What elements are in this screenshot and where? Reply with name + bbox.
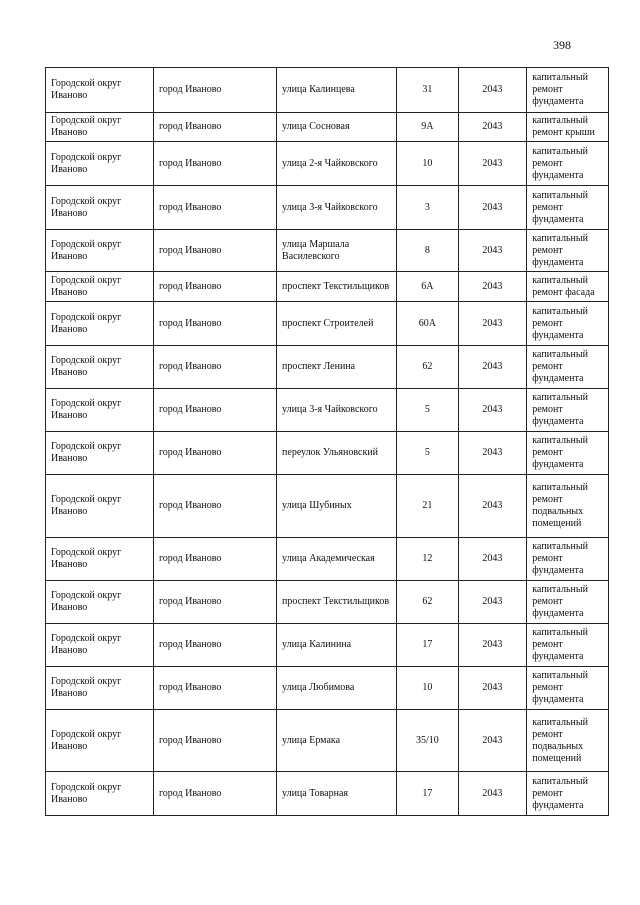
year-cell — [458, 475, 527, 538]
street-cell — [277, 230, 397, 272]
year-cell-text: 2043 — [482, 682, 503, 693]
city-cell — [153, 772, 276, 816]
municipality-cell-text: Городской округ Иваново — [51, 590, 122, 613]
work-type-cell-text: капитальный ремонт фундамента — [532, 584, 588, 619]
year-cell — [458, 581, 527, 624]
house-number-cell — [397, 581, 459, 624]
table-row — [46, 581, 609, 624]
table-row — [46, 389, 609, 432]
municipality-cell-text: Городской округ Иваново — [51, 195, 122, 219]
municipality-cell-text: Городской округ Иваново — [51, 78, 122, 101]
street-cell — [277, 772, 397, 816]
table-row — [46, 667, 609, 710]
municipality-cell-text: Городской округ Иваново — [51, 151, 122, 175]
repair-schedule-table — [45, 67, 609, 816]
work-type-cell — [527, 667, 609, 710]
street-cell-text: улица 3-я Чайковского — [282, 404, 378, 415]
street-cell-text: улица Шубиных — [282, 500, 352, 511]
house-number-cell — [397, 389, 459, 432]
municipality-cell — [46, 432, 154, 475]
year-cell — [458, 186, 527, 230]
city-cell — [153, 113, 276, 142]
city-cell — [153, 710, 276, 772]
municipality-cell — [46, 142, 154, 186]
year-cell-text: 2043 — [482, 244, 503, 256]
city-cell-text: город Иваново — [158, 361, 222, 372]
street-cell-text: улица Товарная — [282, 787, 348, 799]
table-row — [46, 142, 609, 186]
house-number-cell-text: 62 — [422, 596, 433, 607]
municipality-cell-text: Городской округ Иваново — [51, 676, 122, 699]
municipality-cell — [46, 475, 154, 538]
year-cell — [458, 772, 527, 816]
work-type-cell-text: капитальный ремонт подвальных помещений — [532, 716, 588, 764]
work-type-cell-text: капитальный ремонт фундамента — [532, 670, 588, 705]
year-cell-text: 2043 — [482, 280, 503, 292]
street-cell — [277, 475, 397, 538]
work-type-cell — [527, 272, 609, 302]
municipality-cell-text: Городской округ Иваново — [51, 781, 122, 805]
year-cell-text: 2043 — [482, 157, 503, 169]
street-cell-text: проспект Ленина — [282, 361, 356, 372]
street-cell — [277, 272, 397, 302]
city-cell-text: город Иваново — [158, 787, 222, 799]
city-cell-text: город Иваново — [158, 84, 222, 95]
house-number-cell-text: 17 — [422, 639, 433, 650]
street-cell — [277, 186, 397, 230]
municipality-cell-text: Городской округ Иваново — [51, 398, 122, 421]
table-row — [46, 68, 609, 113]
table-row — [46, 624, 609, 667]
house-number-cell-text: 17 — [422, 787, 433, 799]
page-number: 398 — [553, 38, 571, 52]
municipality-cell — [46, 581, 154, 624]
municipality-cell-text: Городской округ Иваново — [51, 633, 122, 656]
municipality-cell — [46, 538, 154, 581]
street-cell-text: улица Калинина — [282, 639, 352, 650]
municipality-cell-text: Городской округ Иваново — [51, 441, 122, 464]
house-number-cell-text: 12 — [422, 553, 433, 564]
municipality-cell — [46, 772, 154, 816]
city-cell — [153, 581, 276, 624]
city-cell — [153, 667, 276, 710]
work-type-cell — [527, 389, 609, 432]
work-type-cell-text: капитальный ремонт фундамента — [532, 541, 588, 576]
work-type-cell-text: капитальный ремонт фундамента — [532, 435, 588, 470]
city-cell — [153, 389, 276, 432]
municipality-cell-text: Городской округ Иваново — [51, 494, 122, 517]
street-cell-text: улица Маршала Василевского — [282, 238, 350, 262]
year-cell-text: 2043 — [482, 596, 503, 607]
table-row — [46, 710, 609, 772]
house-number-cell-text: 62 — [422, 361, 433, 372]
work-type-cell — [527, 538, 609, 581]
year-cell — [458, 346, 527, 389]
year-cell-text: 2043 — [482, 201, 503, 213]
city-cell — [153, 432, 276, 475]
house-number-cell-text: 10 — [422, 682, 433, 693]
street-cell-text: улица Ермака — [282, 734, 341, 746]
table-row — [46, 346, 609, 389]
table-body — [46, 68, 609, 816]
city-cell-text: город Иваново — [158, 639, 222, 650]
table-row — [46, 113, 609, 142]
work-type-cell-text: капитальный ремонт фундамента — [532, 349, 588, 384]
city-cell-text: город Иваново — [158, 447, 222, 458]
work-type-cell — [527, 186, 609, 230]
city-cell — [153, 68, 276, 113]
work-type-cell-text: капитальный ремонт фундамента — [532, 232, 588, 268]
year-cell — [458, 667, 527, 710]
year-cell-text: 2043 — [482, 84, 503, 95]
street-cell — [277, 302, 397, 346]
house-number-cell-text: 21 — [422, 500, 433, 511]
street-cell — [277, 389, 397, 432]
municipality-cell-text: Городской округ Иваново — [51, 311, 122, 335]
city-cell-text: город Иваново — [158, 317, 222, 329]
year-cell — [458, 302, 527, 346]
street-cell — [277, 710, 397, 772]
work-type-cell-text: капитальный ремонт фасада — [532, 274, 595, 298]
house-number-cell-text: 35/10 — [415, 734, 439, 746]
year-cell — [458, 68, 527, 113]
municipality-cell — [46, 624, 154, 667]
work-type-cell — [527, 432, 609, 475]
year-cell — [458, 624, 527, 667]
street-cell — [277, 142, 397, 186]
house-number-cell-text: 5 — [424, 404, 430, 415]
year-cell-text: 2043 — [482, 500, 503, 511]
street-cell — [277, 346, 397, 389]
street-cell-text: переулок Ульяновский — [282, 447, 379, 458]
city-cell — [153, 142, 276, 186]
work-type-cell — [527, 142, 609, 186]
street-cell — [277, 113, 397, 142]
table-row — [46, 230, 609, 272]
municipality-cell — [46, 346, 154, 389]
city-cell — [153, 230, 276, 272]
work-type-cell-text: капитальный ремонт фундамента — [532, 392, 588, 427]
municipality-cell-text: Городской округ Иваново — [51, 547, 122, 570]
house-number-cell — [397, 475, 459, 538]
city-cell — [153, 346, 276, 389]
street-cell — [277, 68, 397, 113]
work-type-cell — [527, 710, 609, 772]
work-type-cell — [527, 68, 609, 113]
table-row — [46, 772, 609, 816]
street-cell — [277, 581, 397, 624]
year-cell — [458, 389, 527, 432]
house-number-cell — [397, 772, 459, 816]
table-row — [46, 186, 609, 230]
street-cell-text: улица Любимова — [282, 682, 355, 693]
work-type-cell — [527, 581, 609, 624]
house-number-cell — [397, 302, 459, 346]
year-cell-text: 2043 — [482, 734, 503, 746]
street-cell-text: проспект Текстильщиков — [282, 596, 390, 607]
house-number-cell — [397, 538, 459, 581]
street-cell-text: проспект Строителей — [282, 317, 374, 329]
street-cell — [277, 432, 397, 475]
work-type-cell — [527, 302, 609, 346]
municipality-cell — [46, 230, 154, 272]
city-cell-text: город Иваново — [158, 404, 222, 415]
street-cell — [277, 538, 397, 581]
house-number-cell-text: 9А — [421, 121, 434, 132]
city-cell — [153, 538, 276, 581]
house-number-cell — [397, 710, 459, 772]
year-cell — [458, 710, 527, 772]
house-number-cell-text: 5 — [424, 447, 430, 458]
table-row — [46, 272, 609, 302]
city-cell-text: город Иваново — [158, 201, 222, 213]
house-number-cell-text: 10 — [422, 157, 433, 169]
table-row — [46, 432, 609, 475]
city-cell — [153, 272, 276, 302]
municipality-cell — [46, 302, 154, 346]
street-cell — [277, 624, 397, 667]
municipality-cell-text: Городской округ Иваново — [51, 274, 122, 298]
work-type-cell-text: капитальный ремонт фундамента — [532, 72, 588, 107]
work-type-cell — [527, 475, 609, 538]
city-cell-text: город Иваново — [158, 280, 222, 292]
municipality-cell — [46, 186, 154, 230]
work-type-cell-text: капитальный ремонт подвальных помещений — [532, 482, 588, 529]
street-cell-text: улица 3-я Чайковского — [282, 201, 378, 213]
municipality-cell — [46, 68, 154, 113]
street-cell-text: улица Сосновая — [282, 121, 350, 132]
house-number-cell — [397, 667, 459, 710]
work-type-cell-text: капитальный ремонт фундамента — [532, 305, 588, 341]
house-number-cell — [397, 624, 459, 667]
house-number-cell-text: 3 — [424, 201, 430, 213]
year-cell-text: 2043 — [482, 121, 503, 132]
house-number-cell — [397, 186, 459, 230]
city-cell-text: город Иваново — [158, 553, 222, 564]
work-type-cell-text: капитальный ремонт фундамента — [532, 627, 588, 662]
year-cell-text: 2043 — [482, 317, 503, 329]
city-cell-text: город Иваново — [158, 596, 222, 607]
house-number-cell-text: 31 — [422, 84, 433, 95]
house-number-cell — [397, 346, 459, 389]
city-cell — [153, 302, 276, 346]
year-cell-text: 2043 — [482, 639, 503, 650]
city-cell-text: город Иваново — [158, 682, 222, 693]
house-number-cell-text: 6А — [421, 280, 434, 292]
year-cell — [458, 113, 527, 142]
city-cell — [153, 624, 276, 667]
municipality-cell — [46, 667, 154, 710]
municipality-cell — [46, 113, 154, 142]
house-number-cell — [397, 272, 459, 302]
city-cell-text: город Иваново — [158, 121, 222, 132]
house-number-cell — [397, 230, 459, 272]
year-cell — [458, 142, 527, 186]
municipality-cell — [46, 710, 154, 772]
house-number-cell — [397, 142, 459, 186]
table-row — [46, 538, 609, 581]
street-cell-text: проспект Текстильщиков — [282, 280, 390, 292]
street-cell — [277, 667, 397, 710]
work-type-cell — [527, 624, 609, 667]
work-type-cell-text: капитальный ремонт фундамента — [532, 145, 588, 181]
work-type-cell-text: капитальный ремонт фундамента — [532, 189, 588, 225]
year-cell — [458, 272, 527, 302]
street-cell-text: улица Калинцева — [282, 84, 355, 95]
street-cell-text: улица 2-я Чайковского — [282, 157, 378, 169]
house-number-cell — [397, 68, 459, 113]
house-number-cell-text: 60А — [418, 317, 436, 329]
municipality-cell-text: Городской округ Иваново — [51, 355, 122, 378]
work-type-cell-text: капитальный ремонт фундамента — [532, 775, 588, 811]
city-cell-text: город Иваново — [158, 734, 222, 746]
year-cell-text: 2043 — [482, 361, 503, 372]
street-cell-text: улица Академическая — [282, 553, 375, 564]
city-cell-text: город Иваново — [158, 157, 222, 169]
house-number-cell — [397, 113, 459, 142]
municipality-cell-text: Городской округ Иваново — [51, 115, 122, 138]
work-type-cell — [527, 772, 609, 816]
work-type-cell — [527, 230, 609, 272]
work-type-cell — [527, 346, 609, 389]
year-cell-text: 2043 — [482, 447, 503, 458]
year-cell-text: 2043 — [482, 404, 503, 415]
year-cell — [458, 538, 527, 581]
municipality-cell-text: Городской округ Иваново — [51, 728, 122, 752]
city-cell-text: город Иваново — [158, 500, 222, 511]
city-cell — [153, 475, 276, 538]
year-cell-text: 2043 — [482, 553, 503, 564]
year-cell — [458, 432, 527, 475]
house-number-cell — [397, 432, 459, 475]
city-cell-text: город Иваново — [158, 244, 222, 256]
municipality-cell — [46, 389, 154, 432]
work-type-cell-text: капитальный ремонт крыши — [532, 115, 595, 138]
table-row — [46, 302, 609, 346]
house-number-cell-text: 8 — [424, 244, 430, 256]
work-type-cell — [527, 113, 609, 142]
municipality-cell — [46, 272, 154, 302]
municipality-cell-text: Городской округ Иваново — [51, 238, 122, 262]
year-cell-text: 2043 — [482, 787, 503, 799]
year-cell — [458, 230, 527, 272]
table-row — [46, 475, 609, 538]
city-cell — [153, 186, 276, 230]
